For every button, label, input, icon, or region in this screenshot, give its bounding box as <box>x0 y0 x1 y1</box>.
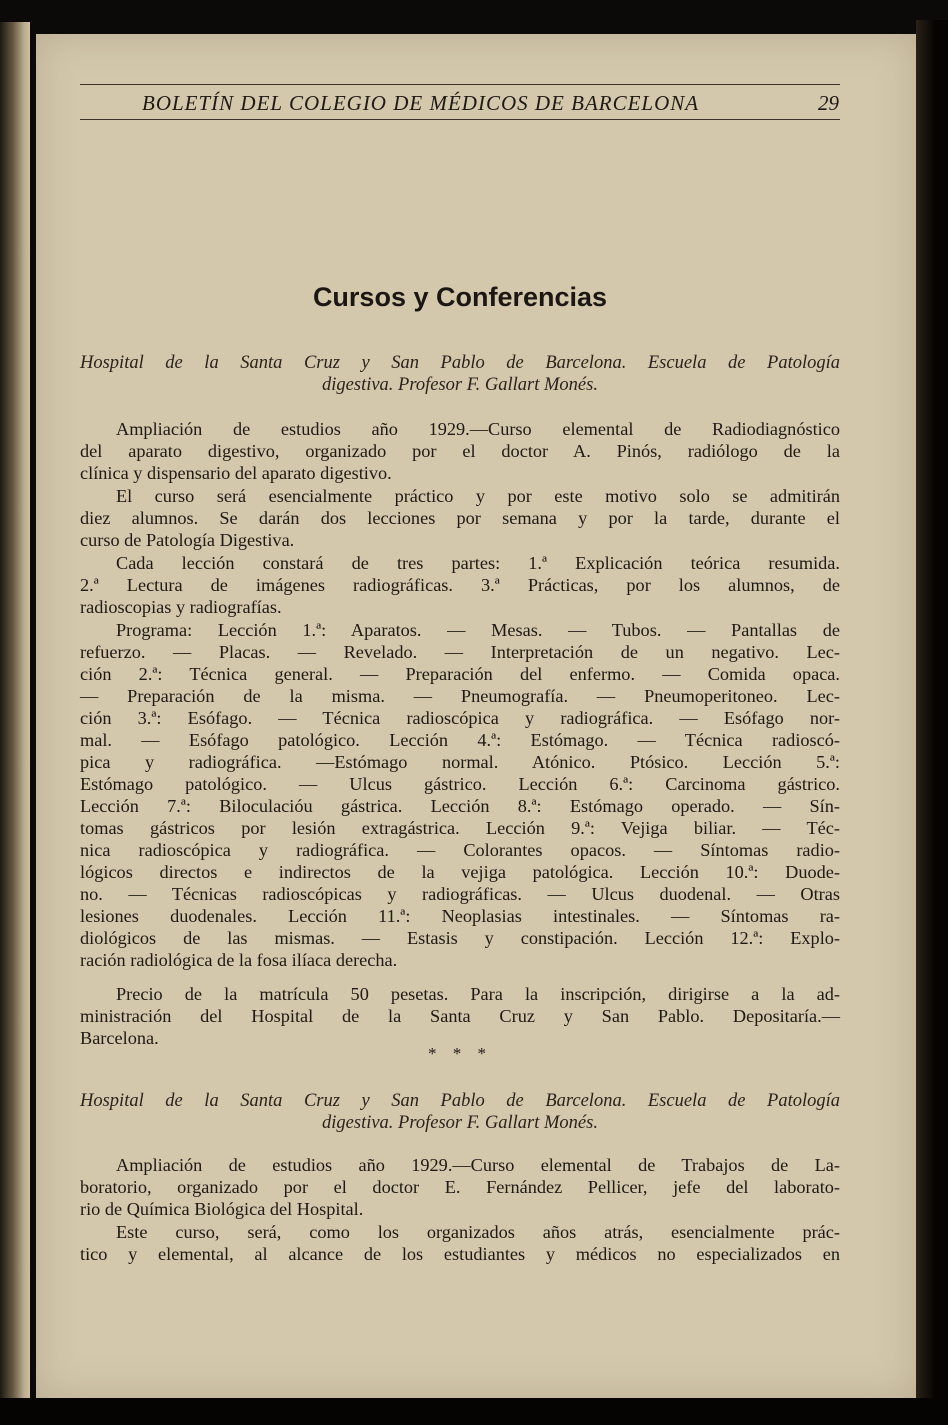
page-edge-shadow <box>916 20 948 1425</box>
section-heading-line: Hospital de la Santa Cruz y San Pablo de Barcelona. Escuela de Patología <box>80 353 840 373</box>
book-spine <box>0 22 30 1412</box>
text-line: refuerzo. — Placas. — Revelado. — Interpretación de un negativo. Lec- <box>80 642 840 662</box>
text-line: clínica y dispensario del aparato digestivo. <box>80 463 392 483</box>
text-line: radioscopias y radiografías. <box>80 597 282 617</box>
section-heading-line: digestiva. Profesor F. Gallart Monés. <box>322 375 598 395</box>
text-line: El curso será esencialmente práctico y por este motivo solo se admitirán <box>116 486 840 506</box>
running-header <box>80 84 840 120</box>
journal-title: BOLETÍN DEL COLEGIO DE MÉDICOS DE BARCELONA <box>142 91 700 115</box>
text-line: ministración del Hospital de la Santa Cruz y San Pablo. Depositaría.— <box>80 1006 840 1026</box>
text-line: Este curso, será, como los organizados años atrás, esencialmente prác- <box>116 1222 840 1242</box>
text-line: no. — Técnicas radioscópicas y radiográficas. — Ulcus duodenal. — Otras <box>80 884 840 904</box>
text-line: tomas gástricos por lesión extragástrica. Lección 9.ª: Vejiga biliar. — Téc- <box>80 818 840 838</box>
text-line: Ampliación de estudios año 1929.—Curso elemental de Trabajos de La- <box>116 1155 840 1175</box>
text-line: Ampliación de estudios año 1929.—Curso elemental de Radiodiagnóstico <box>116 419 840 439</box>
text-line: lesiones duodenales. Lección 11.ª: Neoplasias intestinales. — Síntomas ra- <box>80 906 840 926</box>
text-line: Precio de la matrícula 50 pesetas. Para la inscripción, dirigirse a la ad- <box>116 984 840 1004</box>
text-line: Estómago patológico. — Ulcus gástrico. Lección 6.ª: Carcinoma gástrico. <box>80 774 840 794</box>
text-line: del aparato digestivo, organizado por el doctor A. Pinós, radiólogo de la <box>80 441 840 461</box>
text-line: nica radioscópica y radiográfica. — Colorantes opacos. — Síntomas radio- <box>80 840 840 860</box>
text-line: diez alumnos. Se darán dos lecciones por semana y por la tarde, durante el <box>80 508 840 528</box>
paragraph <box>80 552 840 618</box>
text-line: ción 2.ª: Técnica general. — Preparación del enfermo. — Comida opaca. <box>80 664 840 684</box>
section-heading-2 <box>80 1090 840 1134</box>
text-line: Cada lección constará de tres partes: 1.ª Explicación teórica resumida. <box>116 553 840 573</box>
paragraph <box>80 1154 840 1220</box>
paragraph <box>80 983 840 1049</box>
text-line: mal. — Esófago patológico. Lección 4.ª: Estómago. — Técnica radioscó- <box>80 730 840 750</box>
section-heading-line: digestiva. Profesor F. Gallart Monés. <box>322 1113 598 1133</box>
text-line: rio de Química Biológica del Hospital. <box>80 1199 364 1219</box>
paragraph-program <box>80 619 840 971</box>
text-line: 2.ª Lectura de imágenes radiográficas. 3.ª Prácticas, por los alumnos, de <box>80 575 840 595</box>
page-title: Cursos y Conferencias <box>312 282 608 312</box>
bottom-edge-shadow <box>0 1398 948 1425</box>
text-line: Lección 7.ª: Biloculacióu gástrica. Lección 8.ª: Estómago operado. — Sín- <box>80 796 840 816</box>
text-line: diológicos de las mismas. — Estasis y constipación. Lección 12.ª: Explo- <box>80 928 840 948</box>
text-line: ción 3.ª: Esófago. — Técnica radioscópica y radiográfica. — Esófago nor- <box>80 708 840 728</box>
page-number: 29 <box>818 91 839 115</box>
text-line: Programa: Lección 1.ª: Aparatos. — Mesas. — Tubos. — Pantallas de <box>116 620 840 640</box>
text-line: ración radiológica de la fosa ilíaca derecha. <box>80 950 398 970</box>
section-separator: * * * <box>428 1044 492 1063</box>
section-heading-1 <box>80 352 840 396</box>
paragraph <box>80 1221 840 1265</box>
text-line: boratorio, organizado por el doctor E. Fernández Pellicer, jefe del laborato- <box>80 1177 840 1197</box>
text-line: — Preparación de la misma. — Pneumografía. — Pneumoperitoneo. Lec- <box>80 686 840 706</box>
paragraph <box>80 418 840 484</box>
text-line: pica y radiográfica. —Estómago normal. Atónico. Ptósico. Lección 5.ª: <box>80 752 840 772</box>
text-line: Barcelona. <box>80 1028 159 1048</box>
section-heading-line: Hospital de la Santa Cruz y San Pablo de Barcelona. Escuela de Patología <box>80 1091 840 1111</box>
text-line: lógicos directos e indirectos de la vejiga patológica. Lección 10.ª: Duode- <box>80 862 840 882</box>
text-line: tico y elemental, al alcance de los estudiantes y médicos no especializados en <box>80 1244 840 1264</box>
text-line: curso de Patología Digestiva. <box>80 530 295 550</box>
paragraph <box>80 485 840 551</box>
